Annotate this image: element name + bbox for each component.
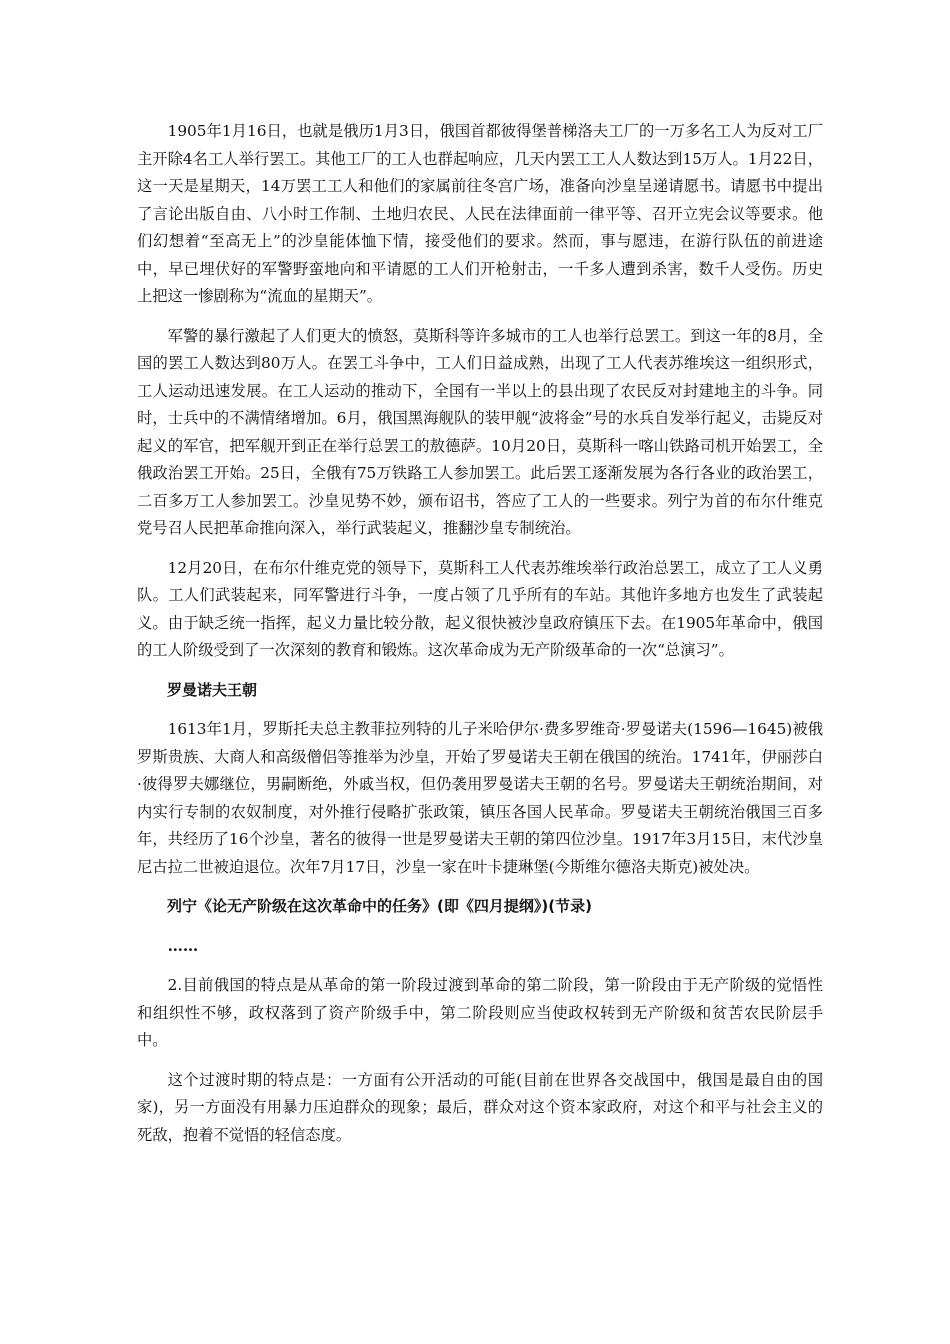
document-page (137, 118, 823, 1161)
paragraph-1905-strikes: 军警的暴行激起了人们更大的愤怒，莫斯科等许多城市的工人也举行总罢工。到这一年的8月，全国的罢工人数达到80万人。在罢工斗争中，工人们日益成熟，出现了工人代表苏维埃这一组织形式，工人运动迅速发展。在工人运动的推动下，全国有一半以上的县出现了农民反对封建地主的斗争。同时，士兵中的不满情绪增加。6月，俄国黑海舰队的装甲舰“波将金”号的水兵自发举行起义，击毙反对起义的军官，把军舰开到正在举行总罢工的敖德萨。10月20日，莫斯科一喀山铁路司机开始罢工，全俄政治罢工开始。25日，全俄有75万铁路工人参加罢工。此后罢工逐渐发展为各行各业的政治罢工，二百多万工人参加罢工。沙皇见势不妙，颁布诏书，答应了工人的一些要求。列宁为首的布尔什维克党号召人民把革命推向深入，举行武装起义，推翻沙皇专制统治。 (137, 326, 823, 537)
paragraph-april-theses-transition: 这个过渡时期的特点是：一方面有公开活动的可能(目前在世界各交战国中，俄国是最自由的国家)，另一方面没有用暴力压迫群众的现象；最后，群众对这个资本家政府，对这个和平与社会主义的死敌，抱着不觉悟的轻信态度。 (137, 1070, 823, 1144)
heading-april-theses: 列宁《论无产阶级在这次革命中的任务》(即《四月提纲》)(节录) (167, 897, 592, 915)
paragraph-1905-bloody-sunday: 1905年1月16日，也就是俄历1月3日，俄国首都彼得堡普梯洛夫工厂的一万多名工人为反对工厂主开除4名工人举行罢工。其他工厂的工人也群起响应，几天内罢工工人人数达到15万人。1月22日，这一天是星期天，14万罢工工人和他们的家属前往冬宫广场，准备向沙皇呈递请愿书。请愿书中提出了言论出版自由、八小时工作制、土地归农民、人民在法律面前一律平等、召开立宪会议等要求。他们幻想着“至高无上”的沙皇能体恤下情，接受他们的要求。然而，事与愿违，在游行队伍的前进途中，早已埋伏好的军警野蛮地向和平请愿的工人们开枪射击，一千多人遭到杀害，数千人受伤。历史上把这一惨剧称为“流血的星期天”。 (137, 122, 823, 305)
ellipsis: …… (167, 936, 199, 955)
paragraph-1905-moscow-uprising: 12月20日，在布尔什维克党的领导下，莫斯科工人代表苏维埃举行政治总罢工，成立了工人义勇队。工人们武装起来，同军警进行斗争，一度占领了几乎所有的车站。其他许多地方也发生了武装起义。由于缺乏统一指挥，起义力量比较分散，起义很快被沙皇政府镇压下去。在1905年革命中，俄国的工人阶级受到了一次深刻的教育和锻炼。这次革命成为无产阶级革命的一次“总演习”。 (137, 558, 823, 659)
paragraph-romanov-dynasty: 1613年1月，罗斯托夫总主教菲拉列特的儿子米哈伊尔·费多罗维奇·罗曼诺夫(1596—1645)被俄罗斯贵族、大商人和高级僧侣等推举为沙皇，开始了罗曼诺夫王朝在俄国的统治。1741年，伊丽莎白·彼得罗夫娜继位，男嗣断绝，外戚当权，但仍袭用罗曼诺夫王朝的名号。罗曼诺夫王朝统治期间，对内实行专制的农奴制度，对外推行侵略扩张政策，镇压各国人民革命。罗曼诺夫王朝统治俄国三百多年，共经历了16个沙皇，著名的彼得一世是罗曼诺夫王朝的第四位沙皇。1917年3月15日，末代沙皇尼古拉二世被迫退位。次年7月17日，沙皇一家在叶卡捷琳堡(今斯维尔德洛夫斯克)被处决。 (137, 720, 823, 876)
heading-romanov-dynasty: 罗曼诺夫王朝 (167, 680, 258, 699)
paragraph-april-theses-point-2: 2.目前俄国的特点是从革命的第一阶段过渡到革命的第二阶段，第一阶段由于无产阶级的觉悟性和组织性不够，政权落到了资产阶级手中，第二阶段则应当使政权转到无产阶级和贫苦农民阶层手中。 (137, 976, 823, 1049)
